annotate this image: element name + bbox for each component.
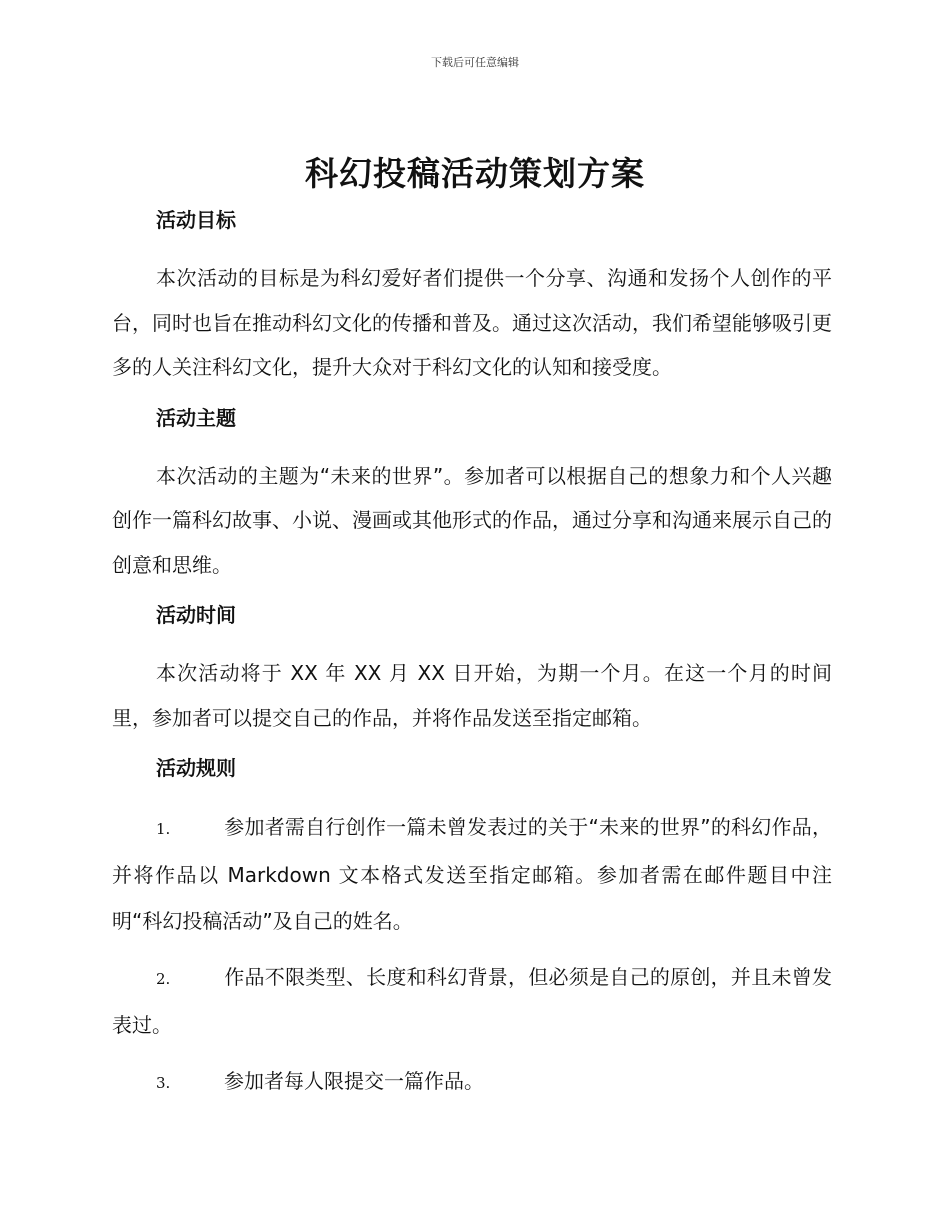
rule-item (112, 804, 832, 944)
rule-number: 2. (156, 970, 171, 988)
section-heading-rules: 活动规则 (156, 756, 236, 780)
document-body (112, 202, 832, 1116)
rule-text: 作品不限类型、长度和科幻背景，但必须是自己的原创，并且未曾发表过。 (112, 965, 832, 1037)
section-paragraph-time: 本次活动将于 XX 年 XX 月 XX 日开始，为期一个月。在这一个月的时间里，参加者可以提交自己的作品，并将作品发送至指定邮箱。 (112, 661, 832, 730)
section-heading-goal: 活动目标 (156, 208, 236, 232)
rule-text: 参加者需自行创作一篇未曾发表过的关于“未来的世界”的科幻作品，并将作品以 Markdown 文本格式发送至指定邮箱。参加者需在邮件题目中注明“科幻投稿活动”及自己的姓名。 (112, 815, 832, 933)
rule-text: 参加者每人限提交一篇作品。 (224, 1069, 484, 1093)
header-note: 下载后可任意编辑 (431, 56, 519, 69)
document-title: 科幻投稿活动策划方案 (305, 154, 645, 193)
rule-number: 1. (156, 820, 171, 838)
section-paragraph-theme: 本次活动的主题为“未来的世界”。参加者可以根据自己的想象力和个人兴趣创作一篇科幻故事、小说、漫画或其他形式的作品，通过分享和沟通来展示自己的创意和思维。 (112, 463, 832, 577)
rule-item (112, 954, 832, 1048)
rule-number: 3. (156, 1074, 171, 1092)
rule-item (112, 1058, 832, 1106)
section-heading-theme: 活动主题 (156, 405, 236, 430)
section-paragraph-goal: 本次活动的目标是为科幻爱好者们提供一个分享、沟通和发扬个人创作的平台，同时也旨在推动科幻文化的传播和普及。通过这次活动，我们希望能够吸引更多的人关注科幻文化，提升大众对于科幻文化的认知和接受度。 (112, 266, 832, 379)
section-heading-time: 活动时间 (156, 603, 236, 627)
